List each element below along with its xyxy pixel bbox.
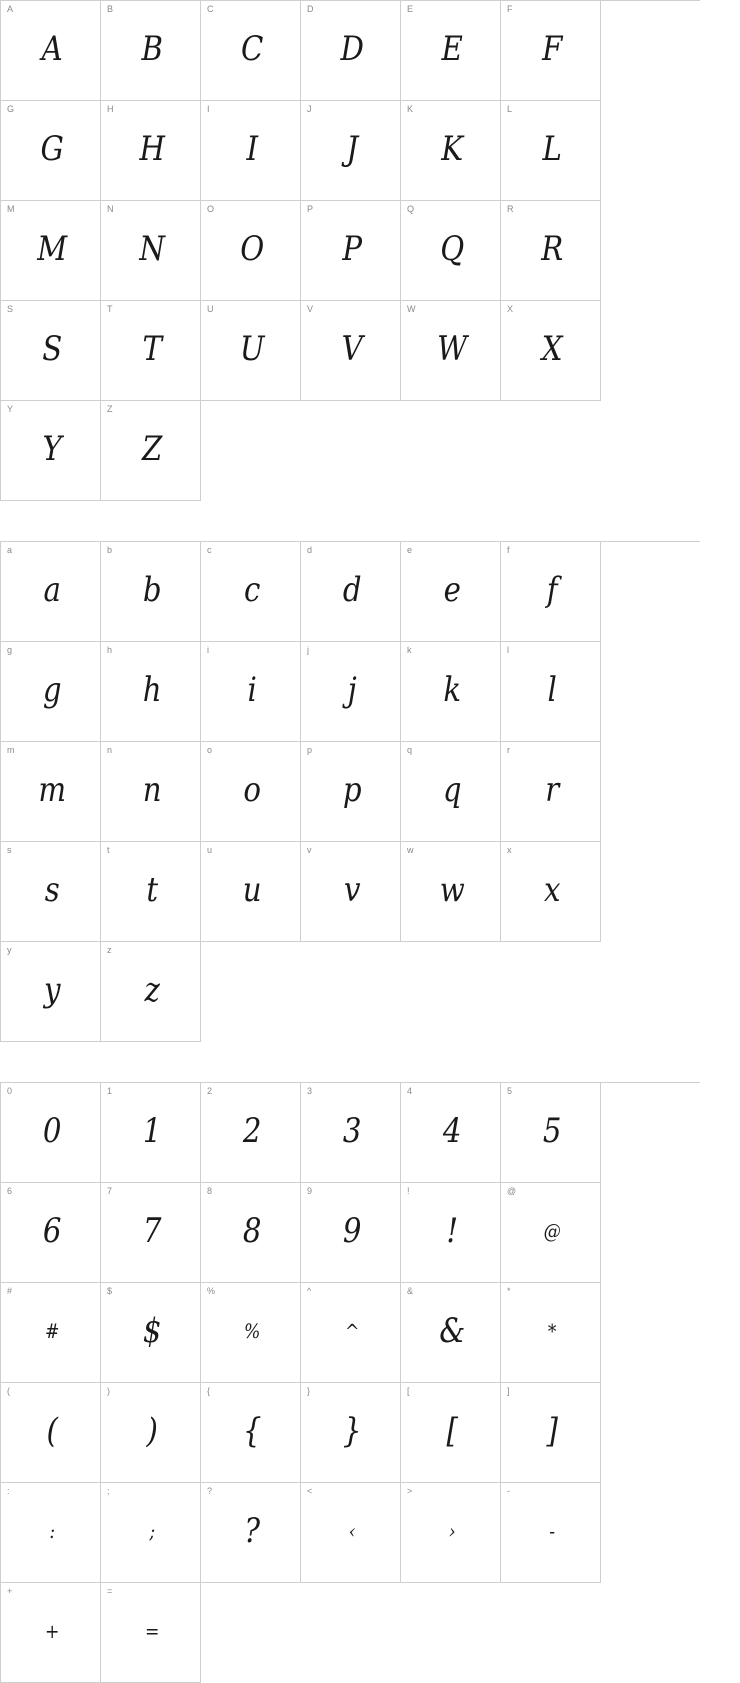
glyph-cell [501,842,601,942]
glyph-cell-empty [201,401,301,501]
glyph-code-label: L [507,104,513,114]
glyph-code-label: a [7,545,13,555]
glyph-character: F [542,28,563,69]
glyph-cell [501,1283,601,1383]
glyph-character: m [38,769,67,810]
glyph-cell [301,1383,401,1483]
glyph-cell [201,1183,301,1283]
glyph-character: Z [142,428,163,469]
glyph-cell [101,742,201,842]
glyph-character: p [342,769,362,810]
glyph-code-label: Q [407,204,415,214]
glyph-character: › [448,1518,456,1543]
glyph-code-label: c [207,545,212,555]
glyph-cell [201,101,301,201]
glyph-cell [101,842,201,942]
glyph-code-label: W [407,304,416,314]
glyph-code-label: z [107,945,112,955]
glyph-cell-empty [201,942,301,1042]
glyph-code-label: 2 [207,1086,213,1096]
glyph-cell [401,101,501,201]
glyph-code-label: I [207,104,210,114]
glyph-code-label: x [507,845,512,855]
glyph-block-lowercase [0,541,700,1042]
glyph-cell [301,301,401,401]
glyph-cell [1,1383,101,1483]
glyph-character: k [443,669,462,710]
glyph-cell [201,1083,301,1183]
glyph-cell [401,1483,501,1583]
glyph-code-label: V [307,304,314,314]
glyph-cell-empty [301,1583,401,1683]
glyph-character: n [142,769,162,810]
glyph-character: [ [446,1410,458,1451]
glyph-cell [501,1483,601,1583]
glyph-code-label: n [107,745,113,755]
glyph-character: L [542,128,562,169]
glyph-character: A [41,28,63,69]
glyph-code-label: ) [107,1386,110,1396]
glyph-code-label: 3 [307,1086,313,1096]
glyph-character: % [244,1318,261,1343]
glyph-code-label: & [407,1286,414,1296]
glyph-character: 6 [42,1210,62,1251]
glyph-cell [201,1283,301,1383]
glyph-code-label: o [207,745,213,755]
glyph-code-label: ] [507,1386,510,1396]
glyph-cell [201,642,301,742]
glyph-character: v [343,869,361,910]
glyph-code-label: M [7,204,15,214]
glyph-character: = [145,1618,160,1643]
glyph-character: r [545,769,560,810]
glyph-code-label: X [507,304,514,314]
glyph-code-label: F [507,4,513,14]
glyph-character: * [547,1318,557,1343]
glyph-character: 0 [42,1110,62,1151]
glyph-character: S [42,328,63,369]
glyph-code-label: 5 [507,1086,513,1096]
glyph-cell [501,1,601,101]
glyph-code-label: U [207,304,214,314]
glyph-cell [1,642,101,742]
glyph-character: D [340,28,364,69]
glyph-character: I [246,128,258,169]
glyph-code-label: r [507,745,510,755]
glyph-character: f [546,569,558,610]
glyph-cell [401,201,501,301]
glyph-cell [1,1083,101,1183]
glyph-cell [201,1383,301,1483]
glyph-character: j [347,669,357,710]
glyph-character: { [242,1410,262,1451]
glyph-cell [101,1283,201,1383]
glyph-code-label: D [307,4,314,14]
glyph-character: e [443,569,461,610]
glyph-code-label: g [7,645,13,655]
glyph-code-label: < [307,1486,313,1496]
glyph-character: u [242,869,262,910]
glyph-code-label: m [7,745,15,755]
glyph-character: q [442,769,462,810]
glyph-code-label: C [207,4,214,14]
glyph-character: C [241,28,264,69]
glyph-character: w [439,869,465,910]
glyph-code-label: @ [507,1186,517,1196]
glyph-character: B [141,28,163,69]
glyph-code-label: v [307,845,312,855]
glyph-character: c [244,569,261,610]
glyph-code-label: P [307,204,314,214]
glyph-cell [201,842,301,942]
glyph-character: P [342,228,363,269]
glyph-cell [1,401,101,501]
glyph-character: z [144,969,160,1010]
glyph-cell [101,1583,201,1683]
glyph-character: H [139,128,165,169]
glyph-character: o [243,769,262,810]
glyph-code-label: * [507,1286,511,1296]
glyph-character: ^ [345,1318,360,1343]
glyph-code-label: K [407,104,414,114]
glyph-cell [101,542,201,642]
glyph-code-label: A [7,4,14,14]
glyph-character: W [437,328,468,369]
glyph-character: ; [149,1518,156,1543]
glyph-code-label: { [207,1386,211,1396]
glyph-character: 5 [542,1110,562,1151]
glyph-code-label: ; [107,1486,110,1496]
glyph-character: t [146,869,159,910]
glyph-cell [1,101,101,201]
block-separator [0,501,740,541]
glyph-cell [501,101,601,201]
glyph-cell [101,301,201,401]
glyph-code-label: Y [7,404,14,414]
glyph-cell [301,742,401,842]
glyph-character: b [142,569,162,610]
glyph-character: 8 [242,1210,262,1251]
glyph-code-label: } [307,1386,311,1396]
glyph-cell [101,1,201,101]
glyph-code-label: G [7,104,15,114]
glyph-cell [301,1,401,101]
glyph-character: y [43,969,61,1010]
glyph-cell [1,842,101,942]
glyph-code-label: R [507,204,514,214]
glyph-character: Y [42,428,62,469]
glyph-code-label: t [107,845,110,855]
glyph-cell [401,1,501,101]
glyph-character: # [45,1318,60,1343]
glyph-cell [501,301,601,401]
glyph-character: ? [244,1510,261,1551]
glyph-character: i [247,669,257,710]
glyph-character: a [43,569,61,610]
glyph-cell [1,1283,101,1383]
glyph-cell-empty [301,942,401,1042]
glyph-cell [201,201,301,301]
glyph-cell [501,1083,601,1183]
glyph-cell [1,1583,101,1683]
glyph-cell [301,842,401,942]
glyph-character: N [139,228,166,269]
glyph-cell [1,1483,101,1583]
glyph-code-label: h [107,645,113,655]
glyph-cell [101,1183,201,1283]
glyph-character: & [439,1310,466,1351]
glyph-code-label: k [407,645,412,655]
glyph-cell [101,1083,201,1183]
glyph-code-label: [ [407,1386,410,1396]
glyph-character: $ [142,1310,162,1351]
glyph-character: 9 [342,1210,362,1251]
glyph-cell [401,1183,501,1283]
glyph-code-label: w [407,845,414,855]
glyph-character: Q [440,228,465,269]
glyph-character: l [547,669,557,710]
glyph-character: ) [146,1410,158,1451]
block-separator [0,1042,740,1082]
glyph-code-label: E [407,4,414,14]
glyph-code-label: q [407,745,413,755]
glyph-cell [401,642,501,742]
glyph-cell [501,201,601,301]
glyph-code-label: + [7,1586,13,1596]
glyph-character: x [543,869,561,910]
glyph-code-label: N [107,204,114,214]
glyph-code-label: : [7,1486,10,1496]
glyph-character: T [142,328,162,369]
glyph-code-label: > [407,1486,413,1496]
glyph-character: + [45,1618,60,1643]
glyph-cell-empty [301,401,401,501]
glyph-character: R [541,228,564,269]
glyph-code-label: $ [107,1286,113,1296]
glyph-code-label: j [307,645,309,655]
glyph-code-label: % [207,1286,216,1296]
glyph-code-label: 0 [7,1086,13,1096]
glyph-character: ( [46,1410,58,1451]
glyph-code-label: H [107,104,114,114]
glyph-code-label: f [507,545,510,555]
glyph-character: h [142,669,162,710]
glyph-code-label: u [207,845,213,855]
glyph-cell [501,1183,601,1283]
glyph-cell [201,301,301,401]
glyph-code-label: ! [407,1186,410,1196]
glyph-code-label: T [107,304,113,314]
glyph-character: G [40,128,64,169]
glyph-cell-empty [401,1583,501,1683]
glyph-cell [501,542,601,642]
glyph-cell [201,742,301,842]
glyph-block-symbols [0,1082,700,1683]
glyph-character: E [441,28,463,69]
glyph-character: s [44,869,60,910]
glyph-code-label: = [107,1586,113,1596]
glyph-cell-empty [201,1583,301,1683]
glyph-cell [1,1,101,101]
glyph-code-label: b [107,545,113,555]
glyph-character: 4 [442,1110,462,1151]
glyph-cell [501,642,601,742]
glyph-code-label: S [7,304,14,314]
glyph-code-label: ^ [307,1286,312,1296]
glyph-cell [301,1083,401,1183]
glyph-character: } [342,1410,362,1451]
glyph-code-label: p [307,745,313,755]
glyph-cell [1,542,101,642]
glyph-character: J [346,128,359,169]
glyph-character: 2 [242,1110,262,1151]
glyph-cell [101,101,201,201]
glyph-code-label: y [7,945,12,955]
glyph-cell [101,201,201,301]
glyph-code-label: l [507,645,509,655]
glyph-code-label: ? [207,1486,213,1496]
glyph-cell [501,742,601,842]
glyph-character: d [342,569,362,610]
glyph-cell [301,1183,401,1283]
glyph-character: g [42,669,62,710]
glyph-cell [101,1483,201,1583]
glyph-character: O [240,228,265,269]
glyph-cell [501,1383,601,1483]
glyph-character: M [37,228,68,269]
glyph-code-label: ( [7,1386,10,1396]
glyph-character: K [441,128,464,169]
glyph-code-label: 7 [107,1186,113,1196]
glyph-code-label: Z [107,404,113,414]
glyph-character: 7 [142,1210,162,1251]
glyph-cell [401,542,501,642]
glyph-cell [101,1383,201,1483]
glyph-cell [1,1183,101,1283]
glyph-cell [101,401,201,501]
glyph-block-uppercase [0,0,700,501]
glyph-cell [401,842,501,942]
glyph-cell [1,201,101,301]
glyph-cell [1,942,101,1042]
glyph-character: 1 [142,1110,162,1151]
glyph-cell [101,642,201,742]
glyph-character: V [341,328,363,369]
glyph-character: 3 [342,1110,362,1151]
glyph-cell [301,642,401,742]
glyph-cell [1,742,101,842]
glyph-cell [401,1283,501,1383]
glyph-character: : [49,1518,56,1543]
glyph-cell [301,1483,401,1583]
glyph-cell [301,542,401,642]
glyph-character: ] [546,1410,558,1451]
glyph-cell [101,942,201,1042]
glyph-code-label: B [107,4,114,14]
glyph-cell [201,1483,301,1583]
glyph-character: ‹ [348,1518,356,1543]
glyph-cell [401,301,501,401]
glyph-cell [301,201,401,301]
glyph-code-label: O [207,204,215,214]
glyph-character: U [239,328,265,369]
glyph-cell [401,1083,501,1183]
glyph-cell [401,742,501,842]
glyph-code-label: e [407,545,413,555]
glyph-character: X [541,328,563,369]
glyph-character: @ [543,1218,561,1243]
glyph-code-label: 1 [107,1086,113,1096]
glyph-code-label: s [7,845,12,855]
glyph-code-label: - [507,1486,510,1496]
glyph-cell [1,301,101,401]
glyph-cell [201,542,301,642]
glyph-cell [401,1383,501,1483]
glyph-code-label: 8 [207,1186,213,1196]
glyph-code-label: 4 [407,1086,413,1096]
glyph-code-label: J [307,104,312,114]
glyph-code-label: 6 [7,1186,13,1196]
glyph-code-label: # [7,1286,13,1296]
glyph-cell [201,1,301,101]
glyph-code-label: d [307,545,313,555]
glyph-code-label: i [207,645,209,655]
glyph-character: ! [446,1210,459,1251]
glyph-cell [301,101,401,201]
glyph-cell [301,1283,401,1383]
glyph-character: - [549,1518,556,1543]
glyph-code-label: 9 [307,1186,313,1196]
